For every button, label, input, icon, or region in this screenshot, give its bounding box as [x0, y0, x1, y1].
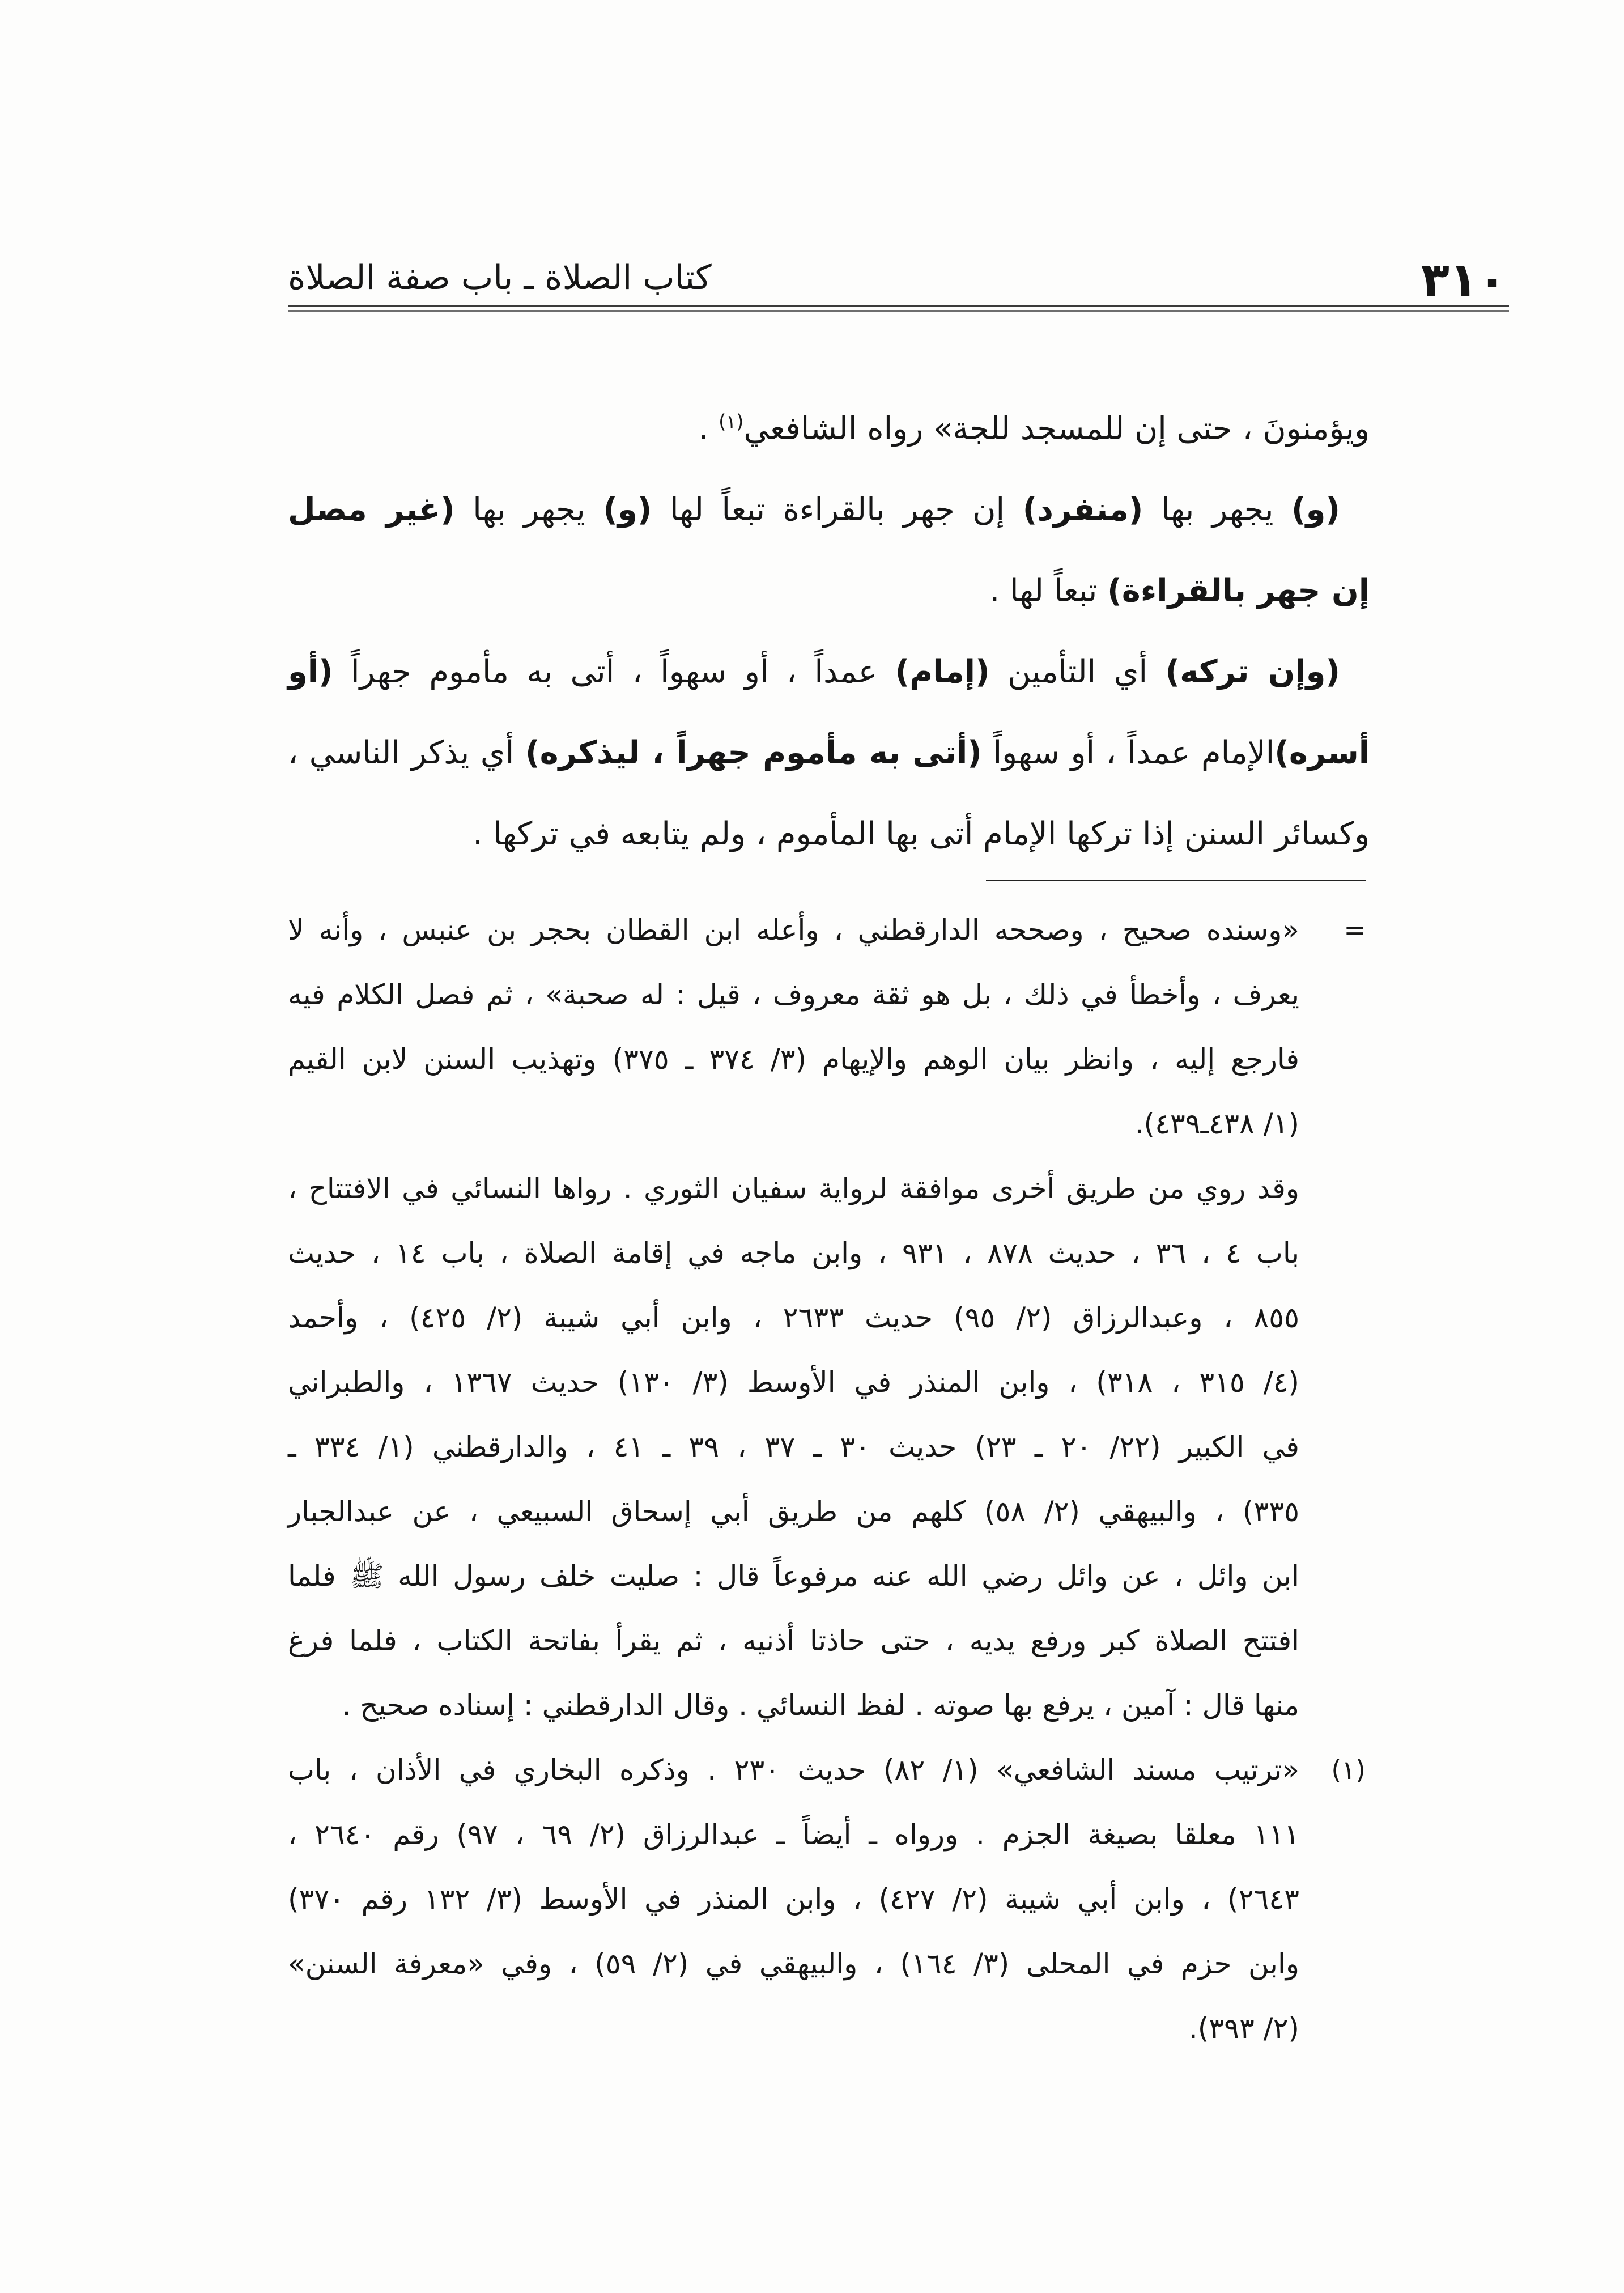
- footnotes: [288, 898, 1366, 2061]
- footnote-marker-1: (١): [1331, 1755, 1366, 1785]
- footnote-line: يعرف ، وأخطأ في ذلك ، بل هو ثقة معروف ، قيل : له صحبة» ، ثم فصل الكلام فيه: [288, 978, 1299, 1011]
- footnote-line: وقد روي من طريق أخرى موافقة لرواية سفيان الثوري . رواها النسائي في الافتتاح ،: [288, 1172, 1299, 1205]
- footnote-line: وابن حزم في المحلى (٣/ ١٦٤) ، والبيهقي في (٢/ ٥٩) ، وفي «معرفة السنن»: [288, 1947, 1299, 1980]
- footnote-line: ابن وائل ، عن وائل رضي الله عنه مرفوعاً قال : صليت خلف رسول الله ﷺ فلما: [288, 1560, 1299, 1593]
- main-text-line: [288, 550, 1370, 631]
- footnote-line: افتتح الصلاة كبر ورفع يديه ، حتى حاذتا أذنيه ، ثم يقرأ بفاتحة الكتاب ، فلما فرغ: [288, 1624, 1299, 1657]
- footnote-line: [288, 1738, 1366, 1802]
- footnote-line: (٤/ ٣١٥ ، ٣١٨) ، وابن المنذر في الأوسط (٣/ ١٣٠) حديث ١٣٦٧ ، والطبراني: [288, 1366, 1299, 1399]
- text-segment: ويؤمنونَ ، حتى إن للمسجد للجة» رواه الشافعي: [743, 410, 1370, 447]
- text-segment: يجهر بها: [1143, 491, 1292, 528]
- footnote-text: «ترتيب مسند الشافعي» (١/ ٨٢) حديث ٢٣٠ . وذكره البخاري في الأذان ، باب: [288, 1753, 1299, 1786]
- text-segment: إن جهر بالقراءة تبعاً لها: [652, 491, 1023, 528]
- main-text-line: [288, 469, 1370, 550]
- bold-text-segment: (منفرد): [1022, 491, 1143, 528]
- footnote-reference: (١): [719, 410, 744, 433]
- text-segment: أي يذكر الناسي ،: [288, 734, 525, 771]
- page-number: ٣١٠: [1421, 253, 1506, 307]
- footnote-line: [288, 898, 1366, 962]
- footnote-separator: [986, 880, 1366, 881]
- text-segment: وكسائر السنن إذا تركها الإمام أتى بها المأموم ، ولم يتابعه في تركها .: [473, 816, 1370, 852]
- bold-text-segment: (إمام): [895, 653, 990, 690]
- bold-text-segment: أسره): [1274, 734, 1370, 771]
- bold-text-segment: (وإن تركه): [1165, 653, 1340, 690]
- text-segment: أي التأمين: [989, 653, 1166, 690]
- footnote-line: باب ٤ ، ٣٦ ، حديث ٨٧٨ ، ٩٣١ ، وابن ماجه في إقامة الصلاة ، باب ١٤ ، حديث: [288, 1237, 1299, 1269]
- footnote-continuation-marker: =: [1344, 915, 1366, 945]
- bold-text-segment: (أو: [288, 653, 333, 690]
- footnote-line: في الكبير (٢٢/ ٢٠ ـ ٢٣) حديث ٣٠ ـ ٣٧ ، ٣٩ ـ ٤١ ، والدارقطني (١/ ٣٣٤ ـ: [288, 1430, 1300, 1463]
- main-text-line: [288, 793, 1370, 874]
- bold-text-segment: إن جهر بالقراءة): [1107, 572, 1370, 609]
- main-text-line: [288, 631, 1370, 712]
- text-segment: .: [698, 410, 719, 447]
- footnote-line: (٢/ ٣٩٣).: [1188, 2012, 1299, 2045]
- main-text: [288, 388, 1370, 874]
- bold-text-segment: (أتى به مأموم جهراً ، ليذكره): [525, 734, 982, 771]
- footnote-line: ١١١ معلقا بصيغة الجزم . ورواه ـ أيضاً ـ عبدالرزاق (٢/ ٦٩ ، ٩٧) رقم ٢٦٤٠ ،: [288, 1818, 1299, 1851]
- footnote-line: ٢٦٤٣) ، وابن أبي شيبة (٢/ ٤٢٧) ، وابن المنذر في الأوسط (٣/ ١٣٢ رقم ٣٧٠): [288, 1883, 1299, 1916]
- footnote-line: ٨٥٥ ، وعبدالرزاق (٢/ ٩٥) حديث ٢٦٣٣ ، وابن أبي شيبة (٢/ ٤٢٥) ، وأحمد: [288, 1301, 1299, 1334]
- header-rule: [288, 305, 1509, 312]
- footnote-text: «وسنده صحيح ، وصححه الدارقطني ، وأعله ابن القطان بحجر بن عنبس ، وأنه لا: [288, 914, 1299, 946]
- main-text-line: [288, 388, 1370, 469]
- text-segment: تبعاً لها .: [989, 572, 1108, 609]
- text-segment: يجهر بها: [454, 491, 603, 528]
- footnote-line: (١/ ٤٣٨ـ٤٣٩).: [1134, 1107, 1299, 1140]
- footnote-line: منها قال : آمين ، يرفع بها صوته . لفظ النسائي . وقال الدارقطني : إسناده صحيح .: [342, 1689, 1299, 1722]
- main-text-line: [288, 712, 1370, 793]
- text-segment: الإمام عمداً ، أو سهواً: [981, 734, 1275, 771]
- footnote-line: ٣٣٥) ، والبيهقي (٢/ ٥٨) كلهم من طريق أبي إسحاق السبيعي ، عن عبدالجبار: [288, 1495, 1299, 1528]
- bold-text-segment: (و): [1291, 491, 1341, 528]
- running-header-title: كتاب الصلاة ـ باب صفة الصلاة: [288, 258, 712, 298]
- text-segment: عمداً ، أو سهواً ، أتى به مأموم جهراً: [333, 653, 895, 690]
- bold-text-segment: (غير مصل: [288, 491, 455, 528]
- footnote-line: فارجع إليه ، وانظر بيان الوهم والإيهام (٣/ ٣٧٤ ـ ٣٧٥) وتهذيب السنن لابن القيم: [288, 1043, 1299, 1076]
- bold-text-segment: (و): [603, 491, 652, 528]
